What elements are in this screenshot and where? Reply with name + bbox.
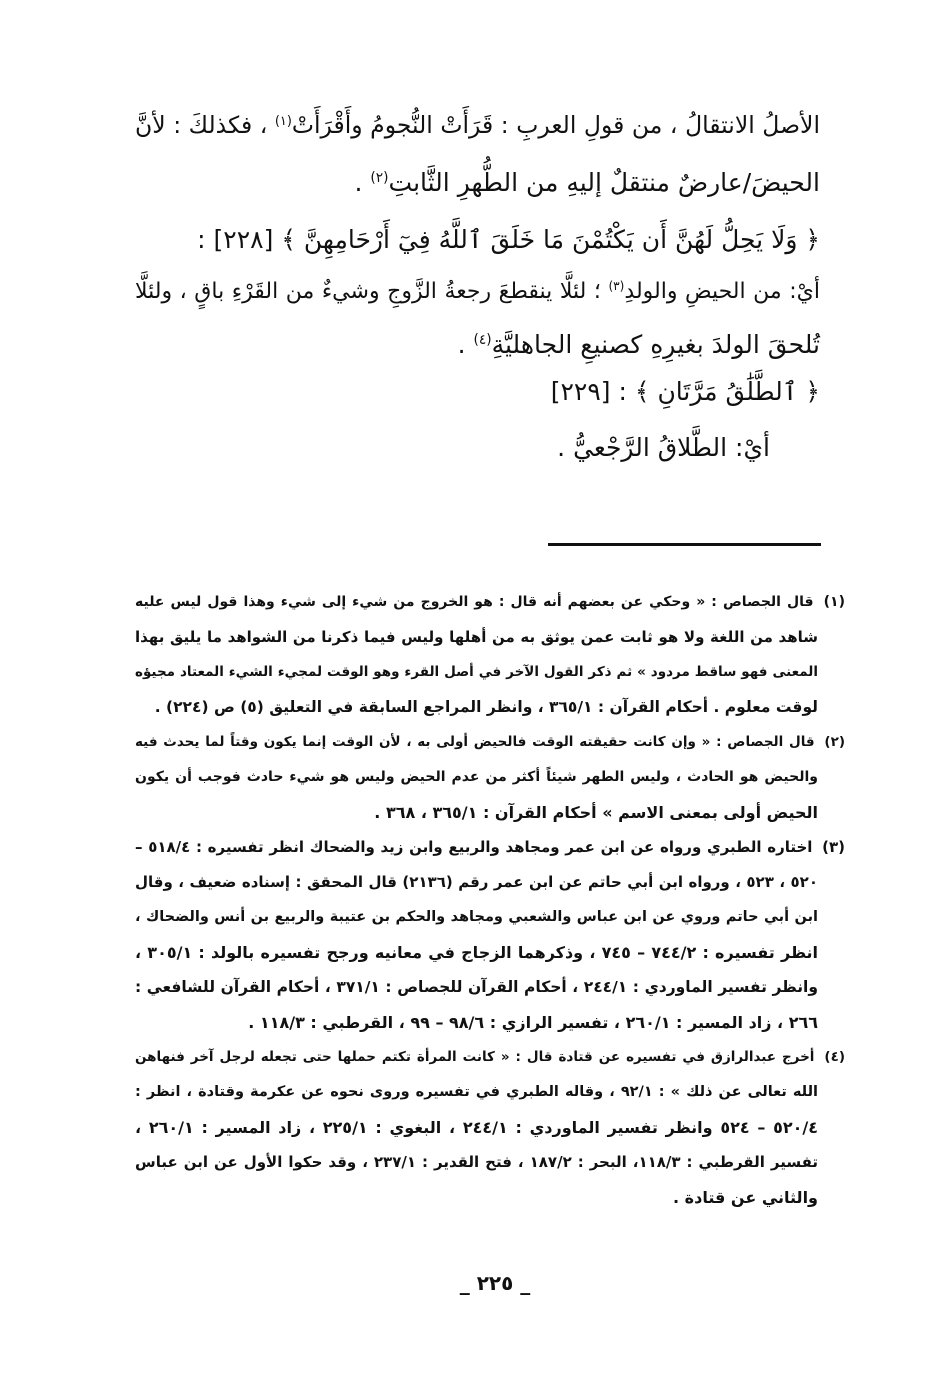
footnote-2 (135, 725, 845, 830)
body-line-6 (135, 372, 820, 412)
page-number: _ ٢٢٥ _ (459, 1271, 531, 1295)
footnote-ref-marker: (٤) (473, 332, 492, 349)
quran-verse: ﴿ وَلَا يَحِلُّ لَهُنَّ أَن يَكْتُمْنَ مَا خَلَقَ ٱللَّهُ فِيٓ أَرْحَامِهِنَّ ﴾ (281, 225, 820, 254)
body-text: الأصلُ الانتقالُ ، من قولِ العربِ : قَرَأَتْ النُّجومُ وأَقْرَأَتْ (291, 111, 820, 139)
verse-citation: : [٢٢٩] (550, 377, 635, 406)
footnote-line (135, 1145, 845, 1180)
footnote-number: (٢) (824, 734, 845, 750)
footnote-text: قال الجصاص : « وإن كانت حقيقته الوقت فالحيض أولى به ، لأن الوقت إنما يكون وقتاً لما يحدث فيه (135, 734, 815, 750)
body-text: أيْ: الطَّلاقُ الرَّجْعيُّ . (557, 433, 770, 462)
footnote-line (135, 830, 845, 865)
body-line-3 (135, 220, 820, 260)
footnote-line (135, 970, 845, 1005)
footnote-text: المعنى فهو ساقط مردود » ثم ذكر القول الآخر في أصل القرء وهو الوقت لمجيء الشيء المعتاد مجيؤه (135, 664, 818, 680)
footnote-text: انظر تفسيره : ٧٤٤/٢ – ٧٤٥ ، وذكرهما الزجاج في معانيه ورجح تفسيره بالولد : ٣٠٥/١ ، (135, 943, 819, 962)
body-text: ، فكذلكَ : لأنَّ (135, 111, 275, 139)
body-text: أيْ: من الحيضِ والولدِ (624, 279, 821, 304)
body-line-4 (135, 272, 820, 312)
footnote-text: أخرج عبدالرازق في تفسيره عن قتادة قال : « كانت المرأة تكتم حملها حتى تجعله لرجل آخر فنهاهن (135, 1049, 815, 1065)
body-line-5 (135, 325, 820, 365)
footnote-line (135, 795, 845, 830)
footnote-line (135, 1005, 845, 1040)
footnote-line (135, 865, 845, 900)
footnote-text: ٢٦٦ ، زاد المسير : ٢٦٠/١ ، تفسير الرازي : ٩٨/٦ – ٩٩ ، القرطبي : ١١٨/٣ . (248, 1013, 818, 1032)
footnote-line (135, 935, 845, 970)
body-text: تُلحقَ الولدَ بغيرِهِ كصنيعِ الجاهليَّةِ (491, 330, 820, 359)
footnote-ref-marker: (١) (274, 113, 292, 129)
footnote-1 (135, 585, 845, 725)
footnote-separator (548, 543, 821, 546)
footnote-line (135, 620, 845, 655)
footnote-number: (١) (823, 594, 845, 610)
footnote-number: (٣) (822, 838, 845, 856)
footnote-ref-marker: (٣) (608, 279, 625, 294)
footnote-4 (135, 1040, 845, 1215)
footnote-text: وانظر تفسير الماوردي : ٢٤٤/١ ، أحكام القرآن للجصاص : ٣٧١/١ ، أحكام القرآن للشافعي : (135, 978, 818, 996)
footnote-line (135, 690, 845, 725)
body-text: ؛ لئلَّا ينقطعَ رجعةُ الزَّوجِ وشيءٌ من القَرْءِ باقٍ ، ولئلَّا (135, 279, 609, 304)
footnote-line (135, 760, 845, 795)
footnote-text: ٥٢٠ ، ٥٢٣ ، ورواه ابن أبي حاتم عن ابن عمر رقم (٢١٣٦) قال المحقق : إسناده ضعيف ، وقال (135, 873, 818, 891)
footnote-text: ٥٢٠/٤ – ٥٢٤ وانظر تفسير الماوردي : ٢٤٤/١ ، البغوي : ٢٢٥/١ ، زاد المسير : ٢٦٠/١ ، (135, 1118, 819, 1137)
footnote-text: اختاره الطبري ورواه عن ابن عمر ومجاهد والربيع وابن زيد والضحاك انظر تفسيره : ٥١٨/٤ – (135, 838, 813, 856)
body-line-2 (135, 163, 820, 203)
footnote-ref-marker: (٢) (370, 170, 389, 187)
footnote-line (135, 725, 845, 760)
body-line-7 (135, 428, 770, 468)
footnote-line (135, 1040, 845, 1075)
body-text: . (354, 168, 371, 197)
body-text: الحيضَ/عارضٌ منتقلٌ إليهِ من الطُّهرِ الثَّابتِ (388, 168, 820, 197)
footnote-text: تفسير القرطبي : ١١٨/٣، البحر : ١٨٧/٢ ، فتح القدير : ٢٣٧/١ ، وقد حكوا الأول عن ابن عباس (135, 1153, 819, 1171)
footnote-number: (٤) (824, 1049, 845, 1065)
footnote-text: والثاني عن قتادة . (673, 1188, 818, 1207)
footnote-text: الله تعالى عن ذلك » : ٩٢/١ ، وقاله الطبري في تفسيره وروى نحوه عن عكرمة وقتادة ، انظر : (135, 1084, 818, 1100)
footnote-line (135, 585, 845, 620)
footnote-text: الحيض أولى بمعنى الاسم » أحكام القرآن : ٣٦٥/١ ، ٣٦٨ . (374, 803, 818, 822)
quran-verse: ﴿ ٱلطَّلَٰقُ مَرَّتَانِ ﴾ (634, 377, 820, 406)
footnote-line (135, 1110, 845, 1145)
body-text: . (457, 330, 474, 359)
footnotes (135, 585, 845, 1215)
verse-citation: [٢٢٨] : (197, 225, 282, 254)
footnote-3 (135, 830, 845, 1040)
footnote-line (135, 1075, 845, 1110)
footnote-text: قال الجصاص : « وحكي عن بعضهم أنه قال : هو الخروج من شيء إلى شيء وهذا قول ليس عليه (135, 594, 814, 610)
footnote-text: والحيض هو الحادث ، وليس الطهر شيئاً أكثر من عدم الحيض وليس هو شيء حادث فوجب أن يكون (135, 769, 818, 785)
footnote-line (135, 655, 845, 690)
footnote-text: شاهد من اللغة ولا هو ثابت عمن يوثق به من أهلها وليس فيما ذكرنا من الشواهد ما يليق بهذا (135, 628, 818, 646)
body-line-1 (135, 105, 820, 145)
footnote-text: ابن أبي حاتم وروي عن ابن عباس والشعبي ومجاهد والحكم بن عتيبة والربيع بن أنس والضحاك ، (135, 909, 818, 925)
footnote-line (135, 1180, 845, 1215)
footnote-line (135, 900, 845, 935)
footnote-text: لوقت معلوم . أحكام القرآن : ٣٦٥/١ ، وانظر المراجع السابقة في التعليق (٥) ص (٢٢٤) . (154, 698, 818, 716)
